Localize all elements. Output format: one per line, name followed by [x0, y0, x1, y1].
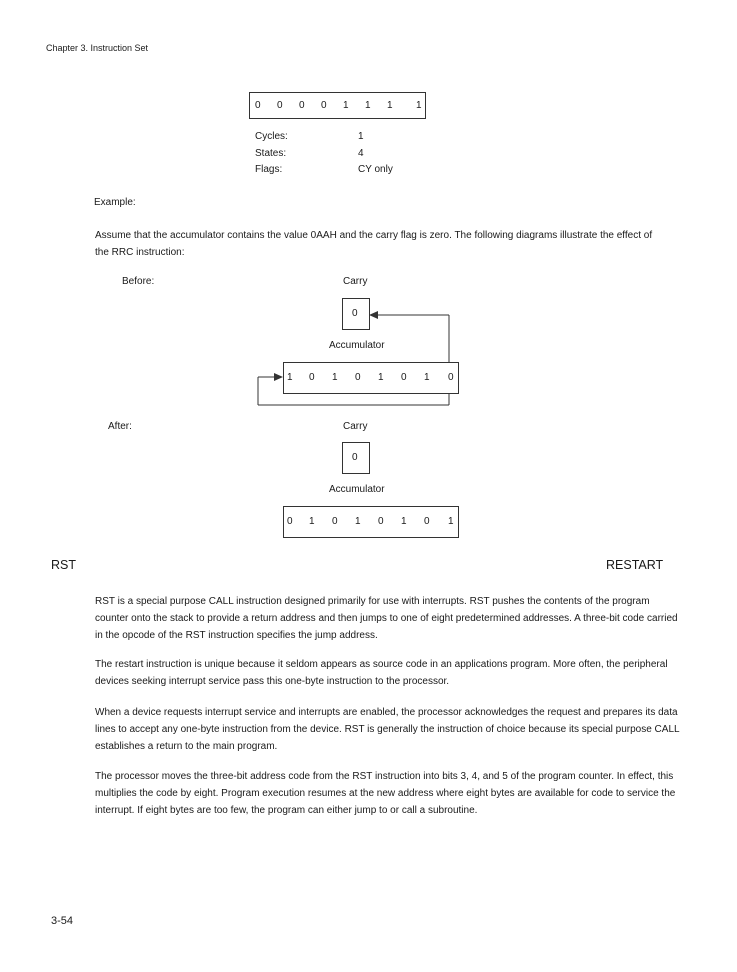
rst-title-heading: RESTART — [606, 558, 664, 572]
after-acc-bit: 0 — [332, 516, 338, 527]
after-accumulator-register — [283, 506, 459, 538]
after-acc-bit: 1 — [401, 516, 407, 527]
rst-paragraph: The processor moves the three-bit address code from the RST instruction into bits 3, 4, and 5 of the program counter. In effect, this multiplies the code by eight. Program execution resumes at the new address where eight bytes are available for code to service the interrupt. If eight bytes are too few, the program can either jump to or call a subroutine. — [95, 771, 676, 816]
states-label: States: — [255, 148, 287, 159]
page-number: 3-54 — [51, 915, 74, 927]
after-acc-bit: 0 — [378, 516, 384, 527]
before-accumulator-register — [283, 362, 459, 394]
after-carry-value: 0 — [352, 452, 358, 463]
before-acc-bit: 0 — [448, 372, 454, 383]
opcode-bit: 0 — [299, 100, 305, 111]
before-carry-value: 0 — [352, 308, 358, 319]
rst-paragraph: RST is a special purpose CALL instruction designed primarily for use with interrupts. RST pushes the contents of the program counter onto the stack to provide a return address and then jumps to one of eight predetermined addresses. A three-bit code carried in the opcode of the RST instruction specifies the jump address. — [95, 596, 678, 641]
before-accumulator-label: Accumulator — [329, 340, 385, 351]
after-label: After: — [108, 421, 132, 432]
before-acc-bit: 0 — [309, 372, 315, 383]
flags-label: Flags: — [255, 164, 283, 175]
flags-value: CY only — [358, 164, 393, 175]
before-acc-bit: 1 — [287, 372, 293, 383]
before-acc-bit: 0 — [355, 372, 361, 383]
opcode-bit: 0 — [277, 100, 283, 111]
before-label: Before: — [122, 276, 155, 287]
after-acc-bit: 0 — [424, 516, 430, 527]
before-carry-label: Carry — [343, 276, 368, 287]
after-accumulator-label: Accumulator — [329, 484, 385, 495]
before-acc-bit: 0 — [401, 372, 407, 383]
opcode-bit: 1 — [387, 100, 393, 111]
after-acc-bit: 1 — [309, 516, 315, 527]
after-carry-box — [342, 442, 370, 474]
rst-paragraph: When a device requests interrupt service and interrupts are enabled, the processor acknowledges the request and prepares its data lines to accept any one-byte instruction from the device. RST is generally the instruction of choice because its special purpose CALL establishes a return to the main program. — [95, 707, 680, 752]
after-acc-bit: 1 — [355, 516, 361, 527]
arrow-into-carry-icon — [369, 311, 378, 319]
after-carry-label: Carry — [343, 421, 368, 432]
opcode-bit: 0 — [321, 100, 327, 111]
example-heading: Example: — [94, 197, 136, 208]
before-acc-bit: 1 — [332, 372, 338, 383]
opcode-bit: 1 — [416, 100, 422, 111]
rst-paragraph: The restart instruction is unique because it seldom appears as source code in an applications program. More often, the peripheral devices seeking interrupt service pass this one-byte instruction to the processor. — [95, 659, 668, 687]
example-text: Assume that the accumulator contains the value 0AAH and the carry flag is zero. The following diagrams illustrate the effect of the RRC instruction: — [95, 230, 653, 258]
rst-mnemonic-heading: RST — [51, 558, 76, 572]
arrow-into-bit7-icon — [274, 373, 283, 381]
opcode-register — [249, 92, 426, 119]
after-acc-bit: 1 — [448, 516, 454, 527]
chapter-header: Chapter 3. Instruction Set — [46, 43, 149, 53]
opcode-bit: 1 — [343, 100, 349, 111]
opcode-bit: 1 — [365, 100, 371, 111]
opcode-bit: 0 — [255, 100, 261, 111]
before-acc-bit: 1 — [378, 372, 384, 383]
states-value: 4 — [358, 148, 364, 159]
before-acc-bit: 1 — [424, 372, 430, 383]
rotate-arrows — [250, 305, 465, 410]
cycles-label: Cycles: — [255, 131, 288, 142]
after-acc-bit: 0 — [287, 516, 293, 527]
cycles-value: 1 — [358, 131, 364, 142]
